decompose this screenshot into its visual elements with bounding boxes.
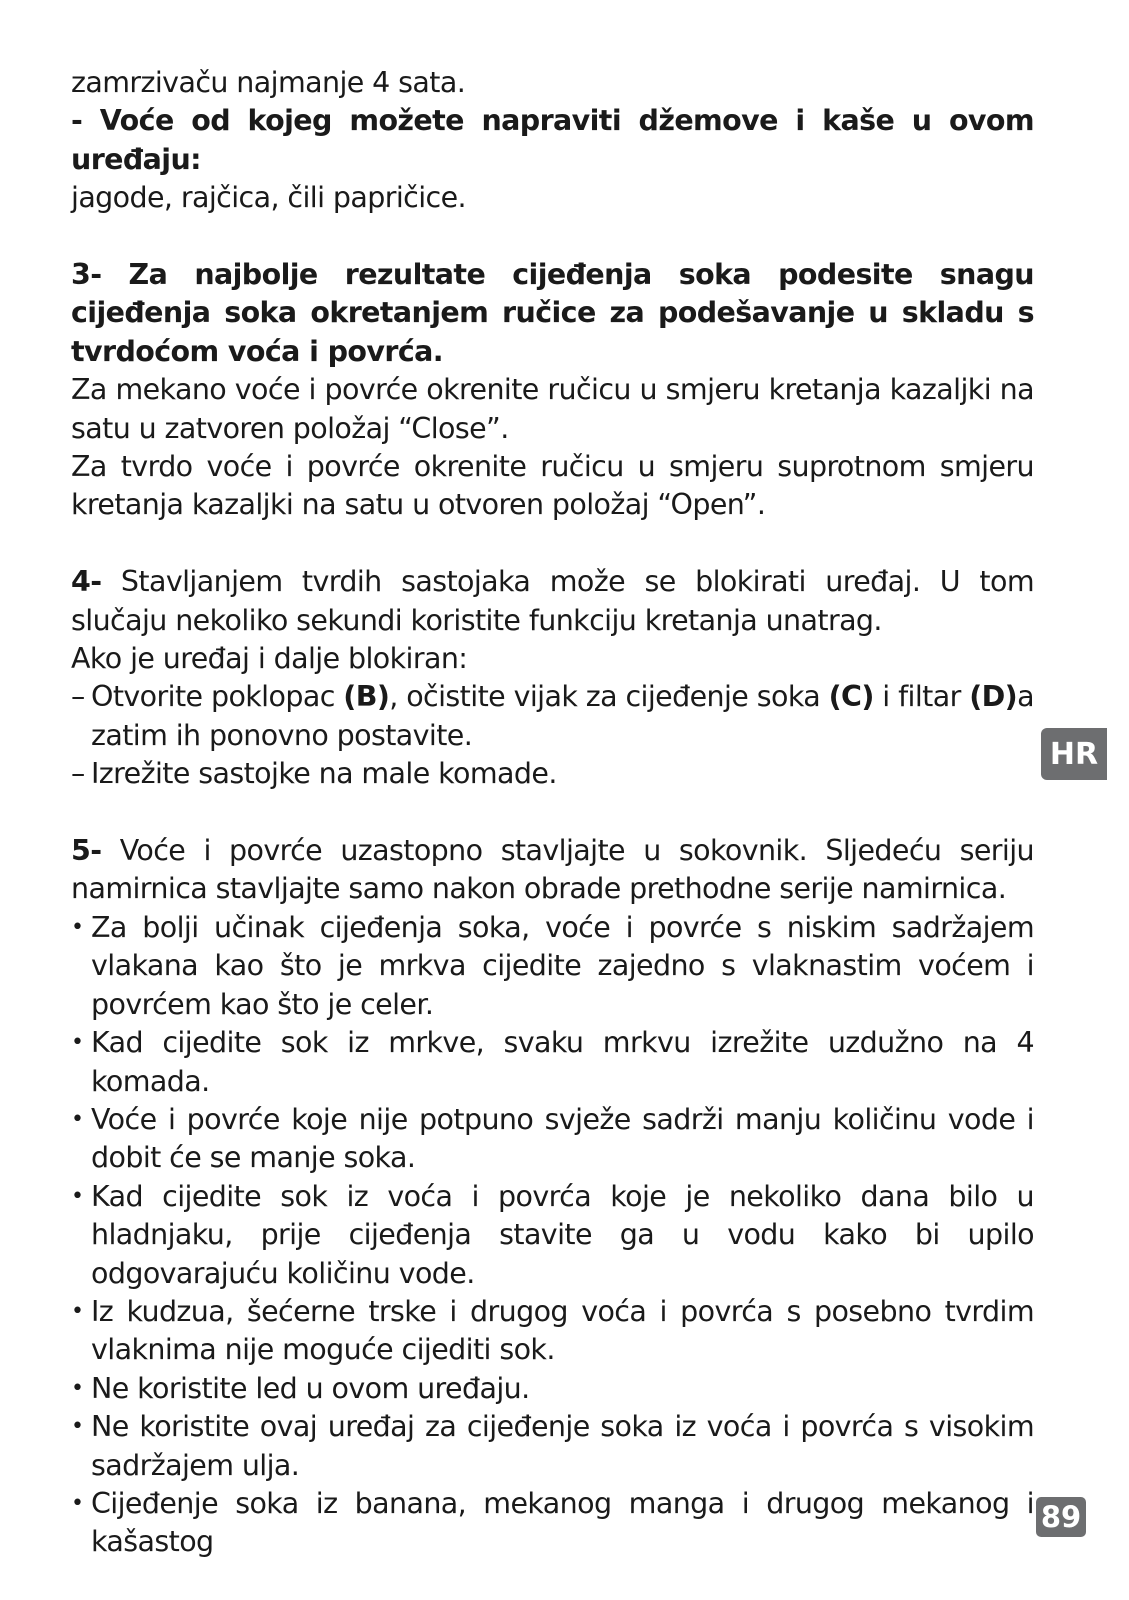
list-item: • Za bolji učinak cijeđenja soka, voće i povrće s niskim sadržajem vlakana kao što je mrkva cijedite zajedno s vlaknastim voćem i povrćem kao što je celer. <box>71 910 1034 1021</box>
list-item: • Kad cijedite sok iz voća i povrća koje je nekoliko dana bilo u hladnjaku, prije cijeđenja stavite ga u vodu kako bi upilo odgovarajuću količinu vode. <box>71 1179 1034 1290</box>
step3-heading: 3- Za najbolje rezultate cijeđenja soka podesite snagu cijeđenja soka okretanjem ručice za podešavanje u skladu s tvrdoćom voća i povrća. <box>71 258 1034 368</box>
step4-paragraph <box>71 563 1034 640</box>
step4-intro: Ako je uređaj i dalje blokiran: <box>71 642 468 676</box>
dash-list-item: – Otvorite poklopac (B), očistite vijak za cijeđenje soka (C) i filtar (D)a zatim ih ponovno postavite. <box>71 680 1034 752</box>
bullet-marker: • <box>71 914 84 940</box>
dash-marker: – <box>71 680 85 714</box>
part-label-d: (D) <box>969 680 1018 714</box>
language-tab-hr: HR <box>1041 728 1107 780</box>
dash-marker: – <box>71 757 85 791</box>
step5-number: 5- <box>71 834 102 868</box>
step4-text: Stavljanjem tvrdih sastojaka može se blokirati uređaj. U tom slučaju nekoliko sekundi koristite funkciju kretanja unatrag. <box>71 565 1034 637</box>
step5-text: Voće i povrće uzastopno stavljajte u sokovnik. Sljedeću seriju namirnica stavljajte samo nakon obrade prethodne serije namirnica. <box>71 834 1034 906</box>
document-body <box>71 64 1034 1562</box>
page-number: 89 <box>1036 1497 1086 1537</box>
bullet-marker: • <box>71 1183 84 1209</box>
bullet-marker: • <box>71 1298 84 1324</box>
step3-paragraph-1: Za mekano voće i povrće okrenite ručicu u smjeru kretanja kazaljki na satu u zatvoren položaj “Close”. <box>71 373 1034 445</box>
list-item: • Voće i povrće koje nije potpuno svježe sadrži manju količinu vode i dobit će se manje soka. <box>71 1102 1034 1175</box>
dash-list-item: – Izrežite sastojke na male komade. <box>71 755 1034 793</box>
list-item: • Cijeđenje soka iz banana, mekanog manga i drugog mekanog i kašastog <box>71 1486 1034 1559</box>
bullet-marker: • <box>71 1375 84 1401</box>
step5-paragraph <box>71 832 1034 909</box>
step4-number: 4- <box>71 565 102 599</box>
bullet-marker: • <box>71 1490 84 1516</box>
part-label-c: (C) <box>828 680 874 714</box>
bullet-marker: • <box>71 1106 84 1132</box>
list-item: • Ne koristite led u ovom uređaju. <box>71 1370 1034 1408</box>
part-label-b: (B) <box>343 680 390 714</box>
bullet-marker: • <box>71 1414 84 1440</box>
intro-bold-heading: - Voće od kojeg možete napraviti džemove i kaše u ovom uređaju: <box>71 104 1034 176</box>
step3-paragraph-2: Za tvrdo voće i povrće okrenite ručicu u smjeru suprotnom smjeru kretanja kazaljki na satu u otvoren položaj “Open”. <box>71 450 1034 522</box>
step5-bullet-list <box>71 909 1034 1562</box>
list-item: • Kad cijedite sok iz mrkve, svaku mrkvu izrežite uzdužno na 4 komada. <box>71 1026 1034 1098</box>
intro-line-3: jagode, rajčica, čili papričice. <box>71 181 467 215</box>
bullet-marker: • <box>71 1030 84 1056</box>
list-item: • Iz kudzua, šećerne trske i drugog voća i povrća s posebno tvrdim vlaknima nije moguće cijediti sok. <box>71 1294 1034 1367</box>
list-item: • Ne koristite ovaj uređaj za cijeđenje soka iz voća i povrća s visokim sadržajem ulja. <box>71 1410 1034 1482</box>
intro-line-1: zamrzivaču najmanje 4 sata. <box>71 66 466 99</box>
